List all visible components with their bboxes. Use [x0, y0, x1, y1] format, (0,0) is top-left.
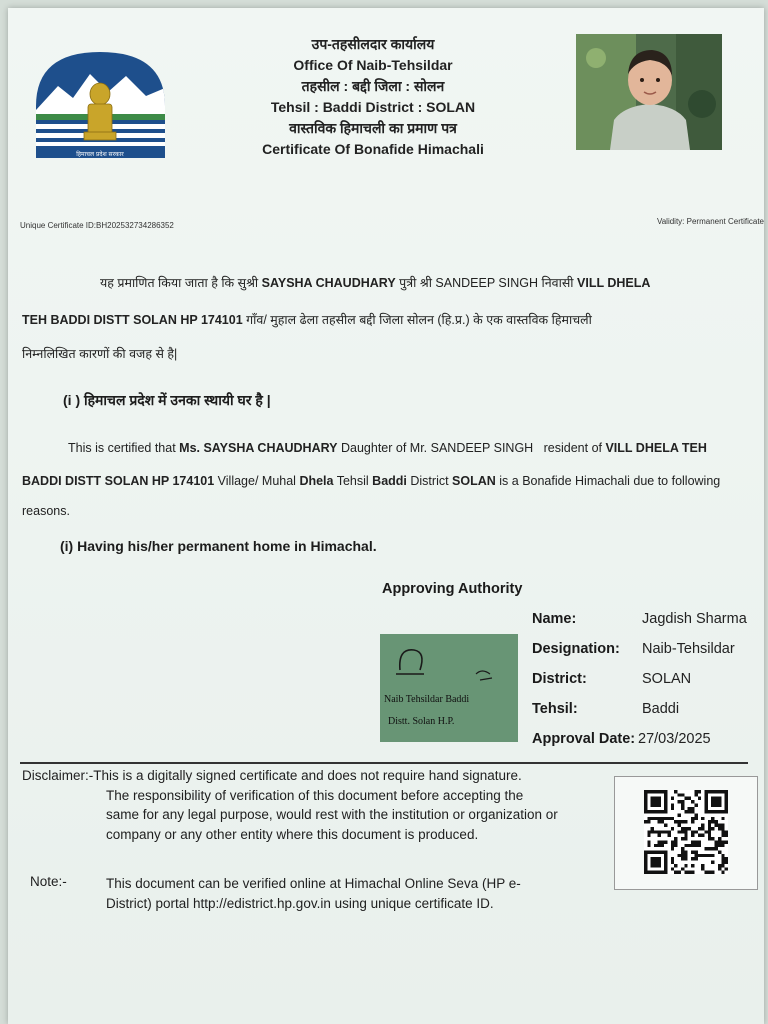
office-english: Office Of Naib-Tehsildar [293, 57, 453, 73]
applicant-photo [576, 34, 722, 150]
location-english: Tehsil : Baddi District : SOLAN [270, 99, 476, 115]
hindi-reason: (i ) हिमाचल प्रदेश में उनका स्थायी घर है | [63, 392, 271, 408]
stamp-line-2: Distt. Solan H.P. [388, 716, 455, 727]
english-reason: (i) Having his/her permanent home in Himachal. [60, 538, 377, 554]
authority-district-label: District: [532, 671, 587, 687]
qr-code[interactable] [644, 787, 728, 877]
english-paragraph-line-1: This is certified that Ms. SAYSHA CHAUDHARY Daughter of Mr. SANDEEP SINGH resident of VILL DHELA TEH [68, 441, 707, 455]
note-label: Note:- [30, 874, 67, 889]
authority-district-value: SOLAN [642, 671, 692, 687]
english-paragraph-line-2: BADDI DISTT SOLAN HP 174101 Village/ Muhal Dhela Tehsil Baddi District SOLAN is a Bonafide Himachali due to following [22, 474, 721, 488]
certificate-page [8, 8, 764, 1024]
certificate-title-english: Certificate Of Bonafide Himachali [262, 141, 484, 157]
official-stamp-image [380, 634, 518, 742]
applicant-name-hindi: SAYSHA CHAUDHARY [261, 276, 396, 290]
verification-qr-box [614, 776, 758, 890]
disclaimer: Disclaimer:-This is a digitally signed certificate and does not require hand signature. The responsibility of verification of this document before accepting the same for any legal purpose, would rest with the institution or organization or company or any other entity where this document is produced. [22, 768, 558, 842]
applicant-name-english: Ms. SAYSHA CHAUDHARY [179, 441, 338, 455]
authority-name-label: Name: [532, 611, 577, 627]
disclaimer-label: Disclaimer:- [22, 768, 94, 783]
hindi-paragraph-line-2: TEH BADDI DISTT SOLAN HP 174101 गाँव/ मुहाल ढेला तहसील बद्दी जिला सोलन (हि.प्र.) के एक वास्तविक हिमाचली [22, 313, 592, 327]
approval-date-value: 27/03/2025 [638, 731, 711, 747]
authority-designation-label: Designation: [532, 641, 620, 657]
validity-label: Validity: Permanent Certificate [656, 217, 764, 226]
english-paragraph-line-3: reasons. [22, 504, 70, 518]
office-hindi: उप-तहसीलदार कार्यालय [311, 36, 435, 52]
location-hindi: तहसील : बद्दी जिला : सोलन [301, 78, 445, 94]
certificate-header [208, 34, 538, 160]
unique-certificate-id: Unique Certificate ID:BH202532734286352 [20, 221, 174, 230]
hp-government-emblem [28, 48, 173, 160]
hindi-paragraph-line-3: निम्नलिखित कारणों की वजह से है| [22, 347, 178, 361]
stamp-line-1: Naib Tehsildar Baddi [384, 694, 470, 705]
father-name: Mr. SANDEEP SINGH [409, 441, 534, 455]
approval-date-label: Approval Date: [532, 731, 636, 747]
authority-tehsil-value: Baddi [642, 701, 680, 717]
certificate-title-hindi: वास्तविक हिमाचली का प्रमाण पत्र [289, 120, 457, 136]
footer-divider [20, 762, 748, 764]
authority-designation-value: Naib-Tehsildar [642, 641, 735, 657]
authority-tehsil-label: Tehsil: [532, 701, 578, 717]
approving-authority-title: Approving Authority [382, 581, 523, 597]
note-text: This document can be verified online at Himachal Online Seva (HP e- District) portal http://edistrict.hp.gov.in using unique certificate ID. [106, 876, 521, 911]
emblem-caption: हिमाचल प्रदेश सरकार [76, 151, 124, 158]
authority-name-value: Jagdish Sharma [642, 611, 747, 627]
hindi-paragraph-line-1: यह प्रमाणित किया जाता है कि सुश्री SAYSHA CHAUDHARY पुत्री श्री SANDEEP SINGH निवासी VILL DHELA [100, 276, 651, 290]
